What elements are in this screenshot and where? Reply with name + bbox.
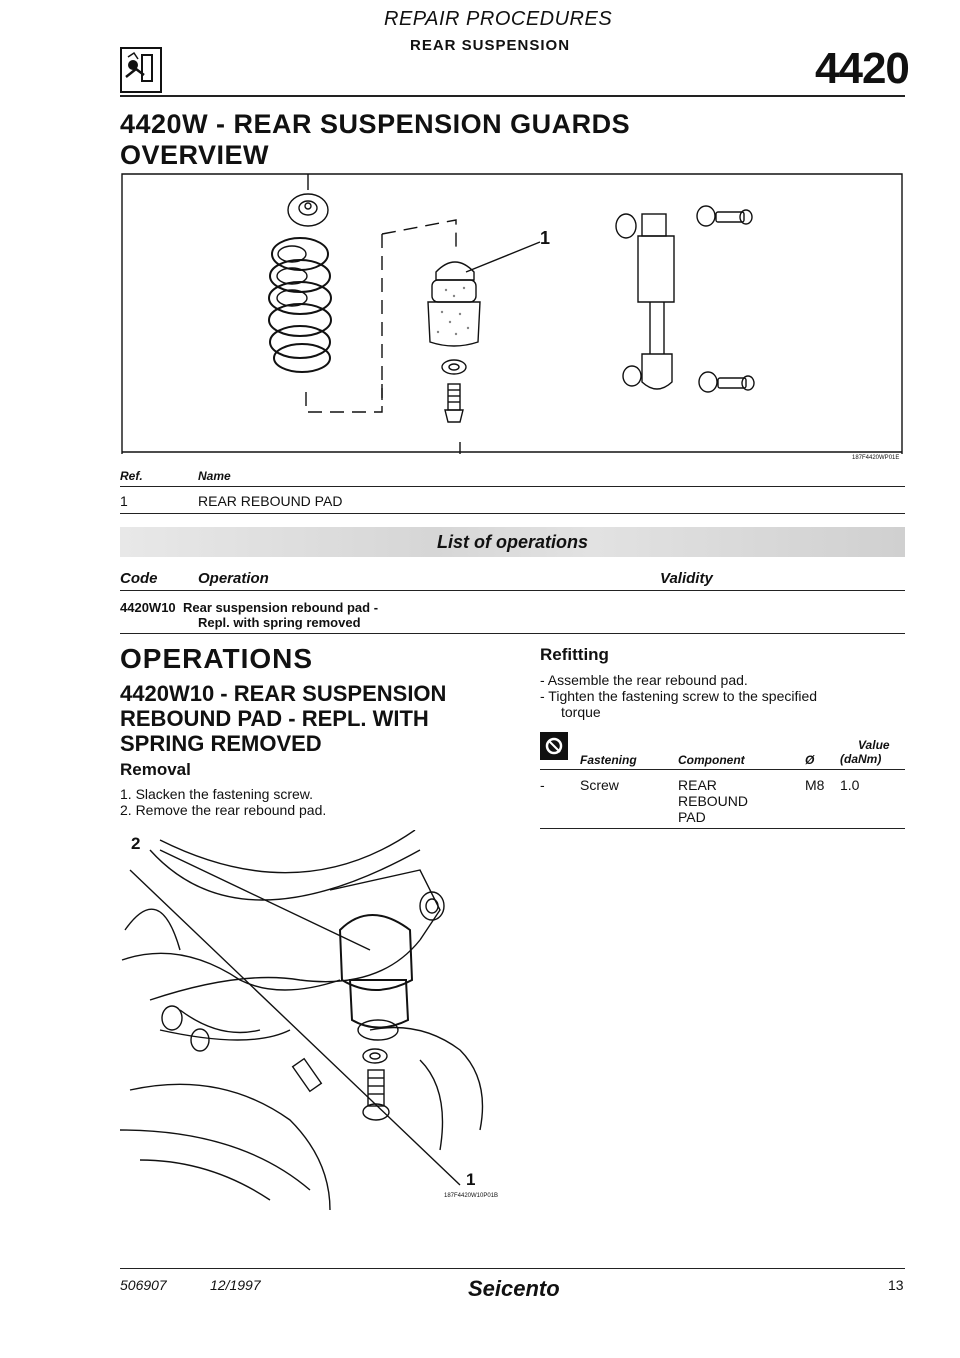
removal-figure <box>120 830 500 1210</box>
operations-heading: OPERATIONS <box>120 643 314 674</box>
ref-header-ref: Ref. <box>120 469 143 483</box>
ref-header-name: Name <box>198 469 231 483</box>
footer-page-number: 13 <box>888 1277 904 1293</box>
torque-row-value: 1.0 <box>840 777 860 793</box>
repair-icon <box>120 47 162 93</box>
header-rule <box>120 95 905 97</box>
operation-title: 4420W10 - REAR SUSPENSION REBOUND PAD - REPL. WITH SPRING REMOVED <box>120 681 447 756</box>
torque-header-fastening: Fastening <box>580 753 637 767</box>
ref-row-rule <box>120 513 905 514</box>
section-code: 4420 <box>815 44 909 93</box>
refitting-steps: - Assemble the rear rebound pad. - Tighten the fastening screw to the specified torque <box>540 672 818 720</box>
removal-callout-2: 2 <box>131 834 141 853</box>
ops-header-rule <box>120 590 905 591</box>
ops-row-rule <box>120 633 905 634</box>
removal-callout-1: 1 <box>466 1170 476 1189</box>
removal-figure-code: 187F4420W10P01B <box>444 1193 499 1199</box>
ref-header-rule <box>120 486 905 487</box>
ops-header-validity: Validity <box>660 570 713 587</box>
overview-figure-code: 187F4420WP01E <box>852 455 900 461</box>
overview-callout-1: 1 <box>540 228 551 248</box>
torque-row-diameter: M8 <box>805 777 825 793</box>
ops-row-operation: Rear suspension rebound pad - Repl. with spring removed <box>183 600 379 630</box>
torque-header-diameter: Ø <box>805 753 815 767</box>
torque-wrench-icon <box>540 732 568 760</box>
removal-steps: 1. Slacken the fastening screw. 2. Remove the rear rebound pad. <box>120 786 327 818</box>
footer-brand: Seicento <box>468 1276 560 1301</box>
ref-row-ref: 1 <box>120 493 128 509</box>
header-subsection: REAR SUSPENSION <box>410 37 571 54</box>
ops-row-code: 4420W10 <box>120 600 176 615</box>
torque-header-component: Component <box>678 753 745 767</box>
refitting-heading: Refitting <box>540 645 609 664</box>
ops-header-operation: Operation <box>198 570 269 587</box>
overview-figure <box>120 172 904 454</box>
torque-header-value: Value (daNm) <box>840 738 890 766</box>
torque-row-fastening: Screw <box>580 777 619 793</box>
operations-banner: List of operations <box>120 527 905 557</box>
torque-header-rule <box>540 769 905 770</box>
header-section: REPAIR PROCEDURES <box>384 8 613 30</box>
footer-rule <box>120 1268 905 1269</box>
torque-row-dash: - <box>540 777 545 793</box>
ops-header-code: Code <box>120 570 158 587</box>
torque-row-component: REAR REBOUND PAD <box>678 777 749 825</box>
removal-heading: Removal <box>120 760 191 779</box>
page-title: 4420W - REAR SUSPENSION GUARDS OVERVIEW <box>120 109 631 170</box>
footer-date: 12/1997 <box>210 1277 261 1293</box>
footer-doc-number: 506907 <box>120 1277 167 1293</box>
ref-row-name: REAR REBOUND PAD <box>198 493 343 509</box>
torque-row-rule <box>540 828 905 829</box>
